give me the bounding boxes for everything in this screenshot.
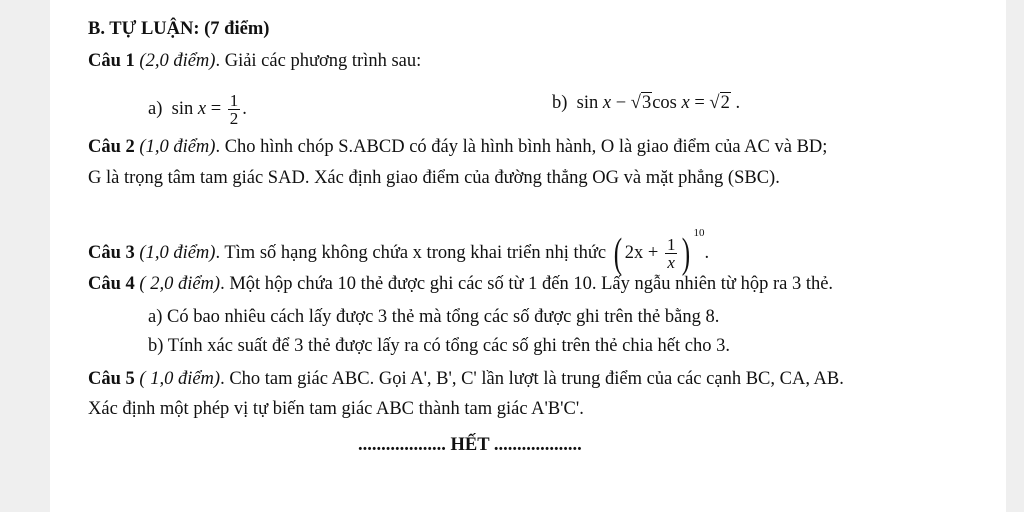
question-4a: a) Có bao nhiêu cách lấy được 3 thẻ mà tổng các số được ghi trên thẻ bằng 8.: [148, 307, 720, 327]
question-4b: b) Tính xác suất để 3 thẻ được lấy ra có tổng các số ghi trên thẻ chia hết cho 3.: [148, 336, 730, 356]
end-marker: ................... HẾT ...................: [358, 435, 582, 455]
question-5-line2: Xác định một phép vị tự biến tam giác ABC thành tam giác A'B'C'.: [88, 399, 584, 419]
question-1b: b) sin x − √3cos x = √2 .: [552, 93, 741, 113]
question-2: Câu 2 (1,0 điểm). Cho hình chóp S.ABCD có đáy là hình bình hành, O là giao điểm của AC và BD;: [88, 137, 828, 157]
question-4: Câu 4 ( 2,0 điểm). Một hộp chứa 10 thẻ được ghi các số từ 1 đến 10. Lấy ngẫu nhiên từ hộp ra 3 thẻ.: [88, 274, 834, 294]
question-1: Câu 1 (2,0 điểm). Giải các phương trình sau:: [88, 51, 422, 71]
question-5: Câu 5 ( 1,0 điểm). Cho tam giác ABC. Gọi A', B', C' lần lượt là trung điểm của các cạnh BC, CA, AB.: [88, 369, 844, 389]
question-3: Câu 3 (1,0 điểm). Tìm số hạng không chứa x trong khai triển nhị thức ( 2x + $\frac{1}{x}$ ) $^{10}$.: [88, 227, 710, 277]
exam-page: [50, 0, 1006, 512]
question-2-line2: G là trọng tâm tam giác SAD. Xác định giao điểm của đường thẳng OG và mặt phẳng (SBC).: [88, 168, 780, 188]
question-1a: a) sin x = $\frac{1}{2}$ .: [148, 91, 247, 128]
section-title: B. TỰ LUẬN: (7 điểm): [88, 19, 270, 39]
